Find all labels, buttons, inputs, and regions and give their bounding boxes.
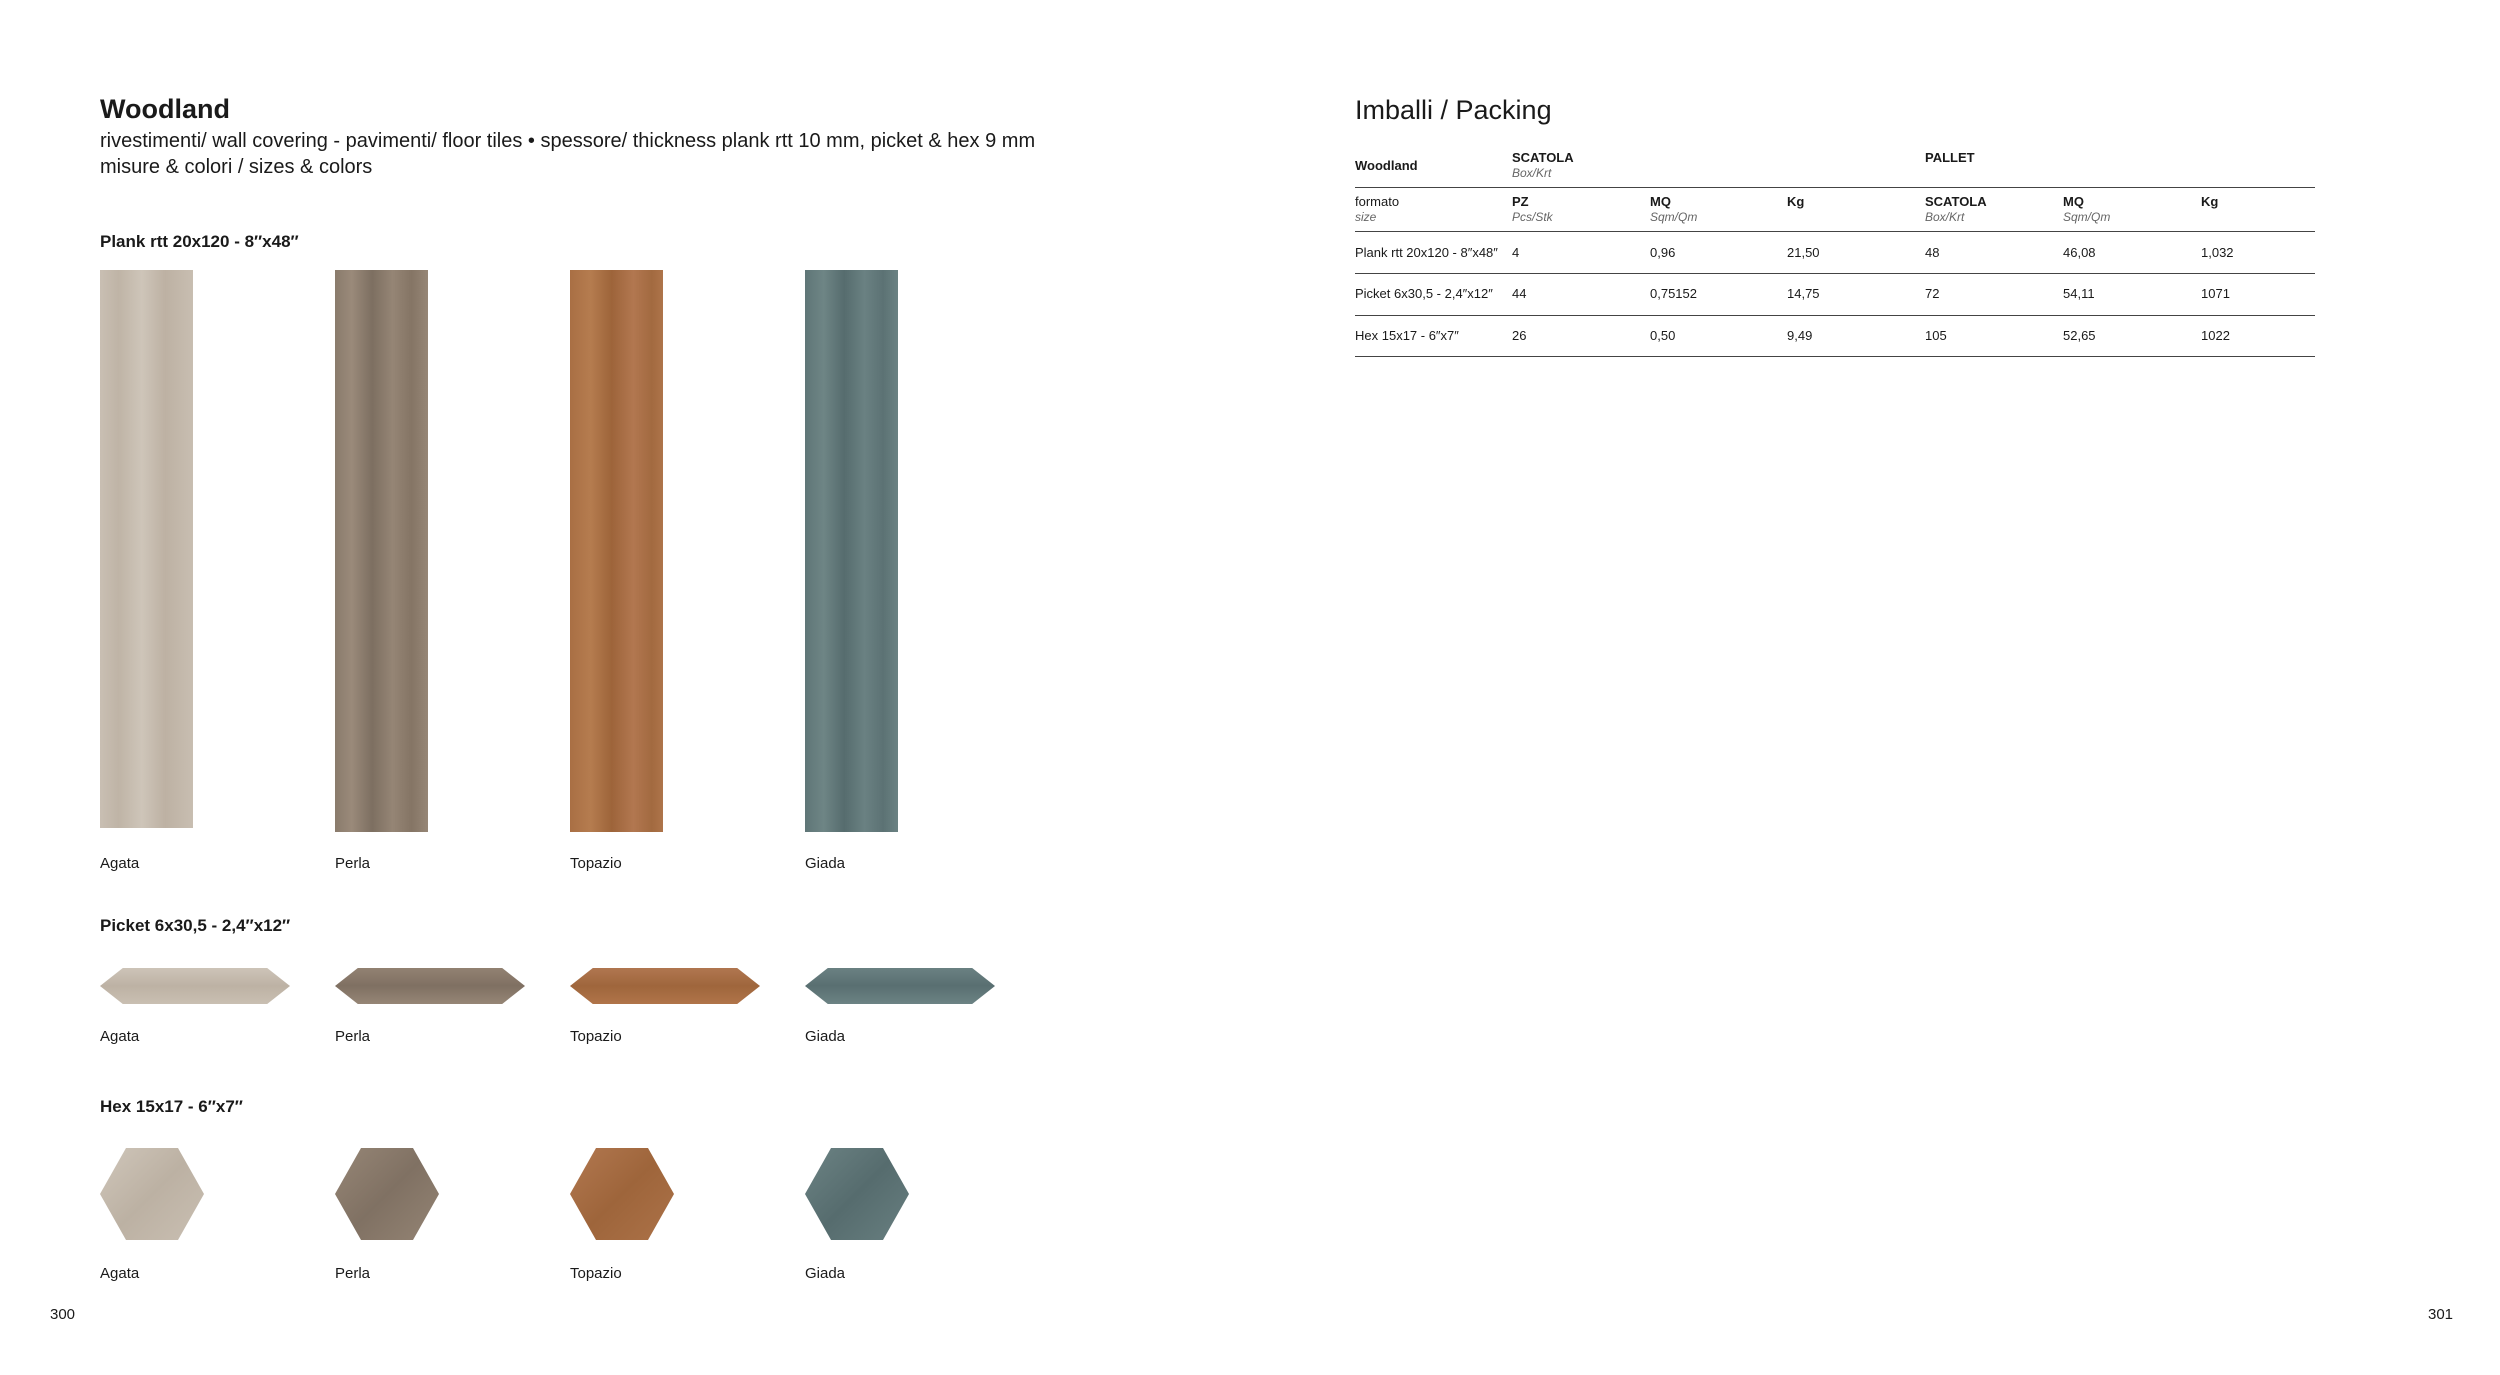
group-scatola-sub: Box/Krt [1512,166,1552,180]
cell-mq: 0,75152 [1650,286,1697,301]
section-title-picket: Picket 6x30,5 - 2,4″x12″ [100,916,291,935]
hex-label-perla: Perla [335,1265,371,1282]
plank-label-agata: Agata [100,855,140,872]
header-pz-sub: Pcs/Stk [1512,210,1553,224]
group-pallet: PALLET [1925,150,1975,165]
header-mq-sub: Sqm/Qm [1650,210,1698,224]
collection-subtitle [100,128,1035,180]
header-pz: PZ [1512,194,1529,209]
plank-label-topazio: Topazio [570,855,622,872]
cell-pallet-mq: 52,65 [2063,328,2096,343]
section-title-plank: Plank rtt 20x120 - 8″x48″ [100,232,299,251]
header-mq: MQ [1650,194,1671,209]
cell-size: Plank rtt 20x120 - 8″x48″ [1355,245,1498,260]
group-scatola: SCATOLA [1512,150,1574,165]
cell-pz: 26 [1512,328,1527,343]
cell-pallet-scatola: 48 [1925,245,1940,260]
picket-label-topazio: Topazio [570,1028,622,1045]
tile-hex-perla [335,1148,439,1240]
cell-pallet-scatola: 105 [1925,328,1947,343]
picket-label-giada: Giada [805,1028,846,1045]
table-divider [1355,356,2315,357]
page-number-right: 301 [2428,1306,2454,1323]
tile-hex-agata [100,1148,204,1240]
picket-label-agata: Agata [100,1028,140,1045]
table-divider [1355,187,2315,188]
tile-picket-agata [100,968,290,1004]
hex-label-giada: Giada [805,1265,846,1282]
subtitle-line-2: misure & colori / sizes & colors [100,156,373,178]
header-pallet-mq-sub: Sqm/Qm [2063,210,2111,224]
tile-plank-topazio [570,270,663,832]
table-divider [1355,273,2315,274]
tile-plank-agata [100,270,193,828]
table-divider [1355,315,2315,316]
collection-title: Woodland [100,94,230,124]
hex-label-topazio: Topazio [570,1265,622,1282]
group-product: Woodland [1355,158,1418,173]
tile-plank-perla [335,270,428,832]
header-kg: Kg [1787,194,1805,209]
subtitle-line-1: rivestimenti/ wall covering - pavimenti/ floor tiles • spessore/ thickness plank rtt 10 mm, picket & hex 9 mm [100,130,1036,152]
cell-pallet-mq: 54,11 [2063,286,2095,301]
plank-label-perla: Perla [335,855,371,872]
cell-pallet-kg: 1,032 [2201,245,2234,260]
header-pallet-scatola-sub: Box/Krt [1925,210,1965,224]
tile-hex-giada [805,1148,909,1240]
cell-kg: 21,50 [1787,245,1820,260]
cell-pallet-kg: 1071 [2201,286,2230,301]
plank-label-giada: Giada [805,855,846,872]
cell-pallet-kg: 1022 [2201,328,2230,343]
tile-picket-perla [335,968,525,1004]
table-divider [1355,231,2315,232]
cell-pallet-scatola: 72 [1925,286,1940,301]
header-pallet-scatola: SCATOLA [1925,194,1987,209]
cell-pz: 4 [1512,245,1520,260]
hex-label-agata: Agata [100,1265,140,1282]
header-pallet-mq: MQ [2063,194,2084,209]
tile-hex-topazio [570,1148,674,1240]
cell-pz: 44 [1512,286,1527,301]
cell-kg: 14,75 [1787,286,1820,301]
header-formato-sub: size [1355,210,1377,224]
packing-title: Imballi / Packing [1355,95,1552,125]
header-formato: formato [1355,194,1400,209]
tile-picket-topazio [570,968,760,1004]
cell-pallet-mq: 46,08 [2063,245,2096,260]
tile-plank-giada [805,270,898,832]
picket-label-perla: Perla [335,1028,371,1045]
cell-mq: 0,96 [1650,245,1676,260]
cell-mq: 0,50 [1650,328,1676,343]
section-title-hex: Hex 15x17 - 6″x7″ [100,1097,243,1116]
page-number-left: 300 [50,1306,76,1323]
cell-size: Hex 15x17 - 6″x7″ [1355,328,1459,343]
cell-kg: 9,49 [1787,328,1813,343]
cell-size: Picket 6x30,5 - 2,4″x12″ [1355,286,1493,301]
tile-picket-giada [805,968,995,1004]
header-pallet-kg: Kg [2201,194,2219,209]
